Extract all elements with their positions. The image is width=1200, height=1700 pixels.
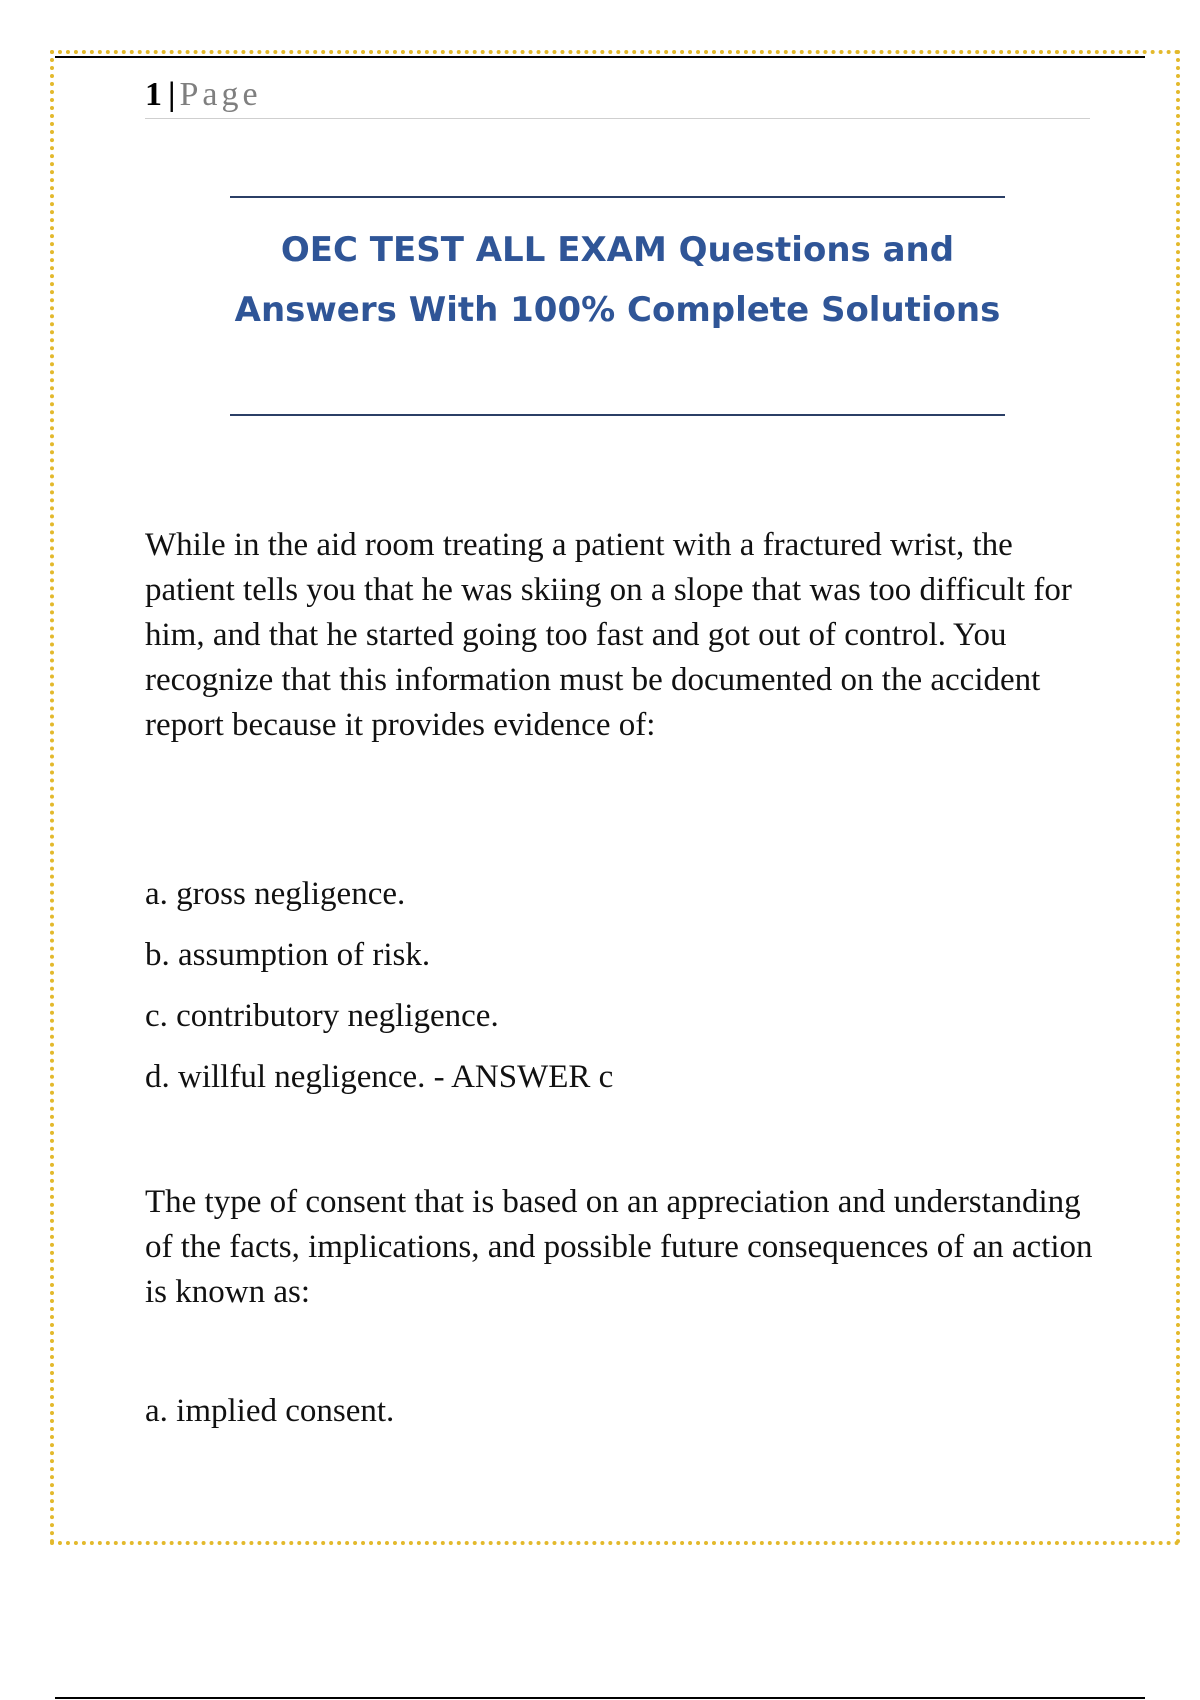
page-separator: |	[168, 76, 176, 113]
question-1-option-b: b. assumption of risk.	[145, 937, 431, 973]
page-header	[145, 72, 1090, 119]
question-1-option-c: c. contributory negligence.	[145, 998, 499, 1034]
page-label: Page	[179, 76, 262, 113]
document-title: OEC TEST ALL EXAM Questions and Answers With 100% Complete Solutions	[234, 230, 1001, 330]
question-2-option-a: a. implied consent.	[145, 1393, 395, 1429]
question-1-text: While in the aid room treating a patient with a fractured wrist, the patient tells you that he was skiing on a slope that was too difficult for him, and that he started going too fast and got out of control. You recognize that this information must be documented on the accident report because it provides evidence of:	[145, 527, 1072, 743]
top-rule	[55, 56, 1145, 58]
question-1-option-d: d. willful negligence. - ANSWER c	[145, 1059, 614, 1095]
page-number: 1	[145, 76, 162, 113]
question-2-options	[145, 1381, 1095, 1442]
question-2-text: The type of consent that is based on an appreciation and understanding of the facts, implications, and possible future consequences of an action is known as:	[145, 1184, 1093, 1310]
title-block	[230, 196, 1005, 416]
question-1-options	[145, 864, 1095, 1108]
bottom-rule	[55, 1697, 1145, 1699]
question-1-option-a: a. gross negligence.	[145, 876, 406, 912]
